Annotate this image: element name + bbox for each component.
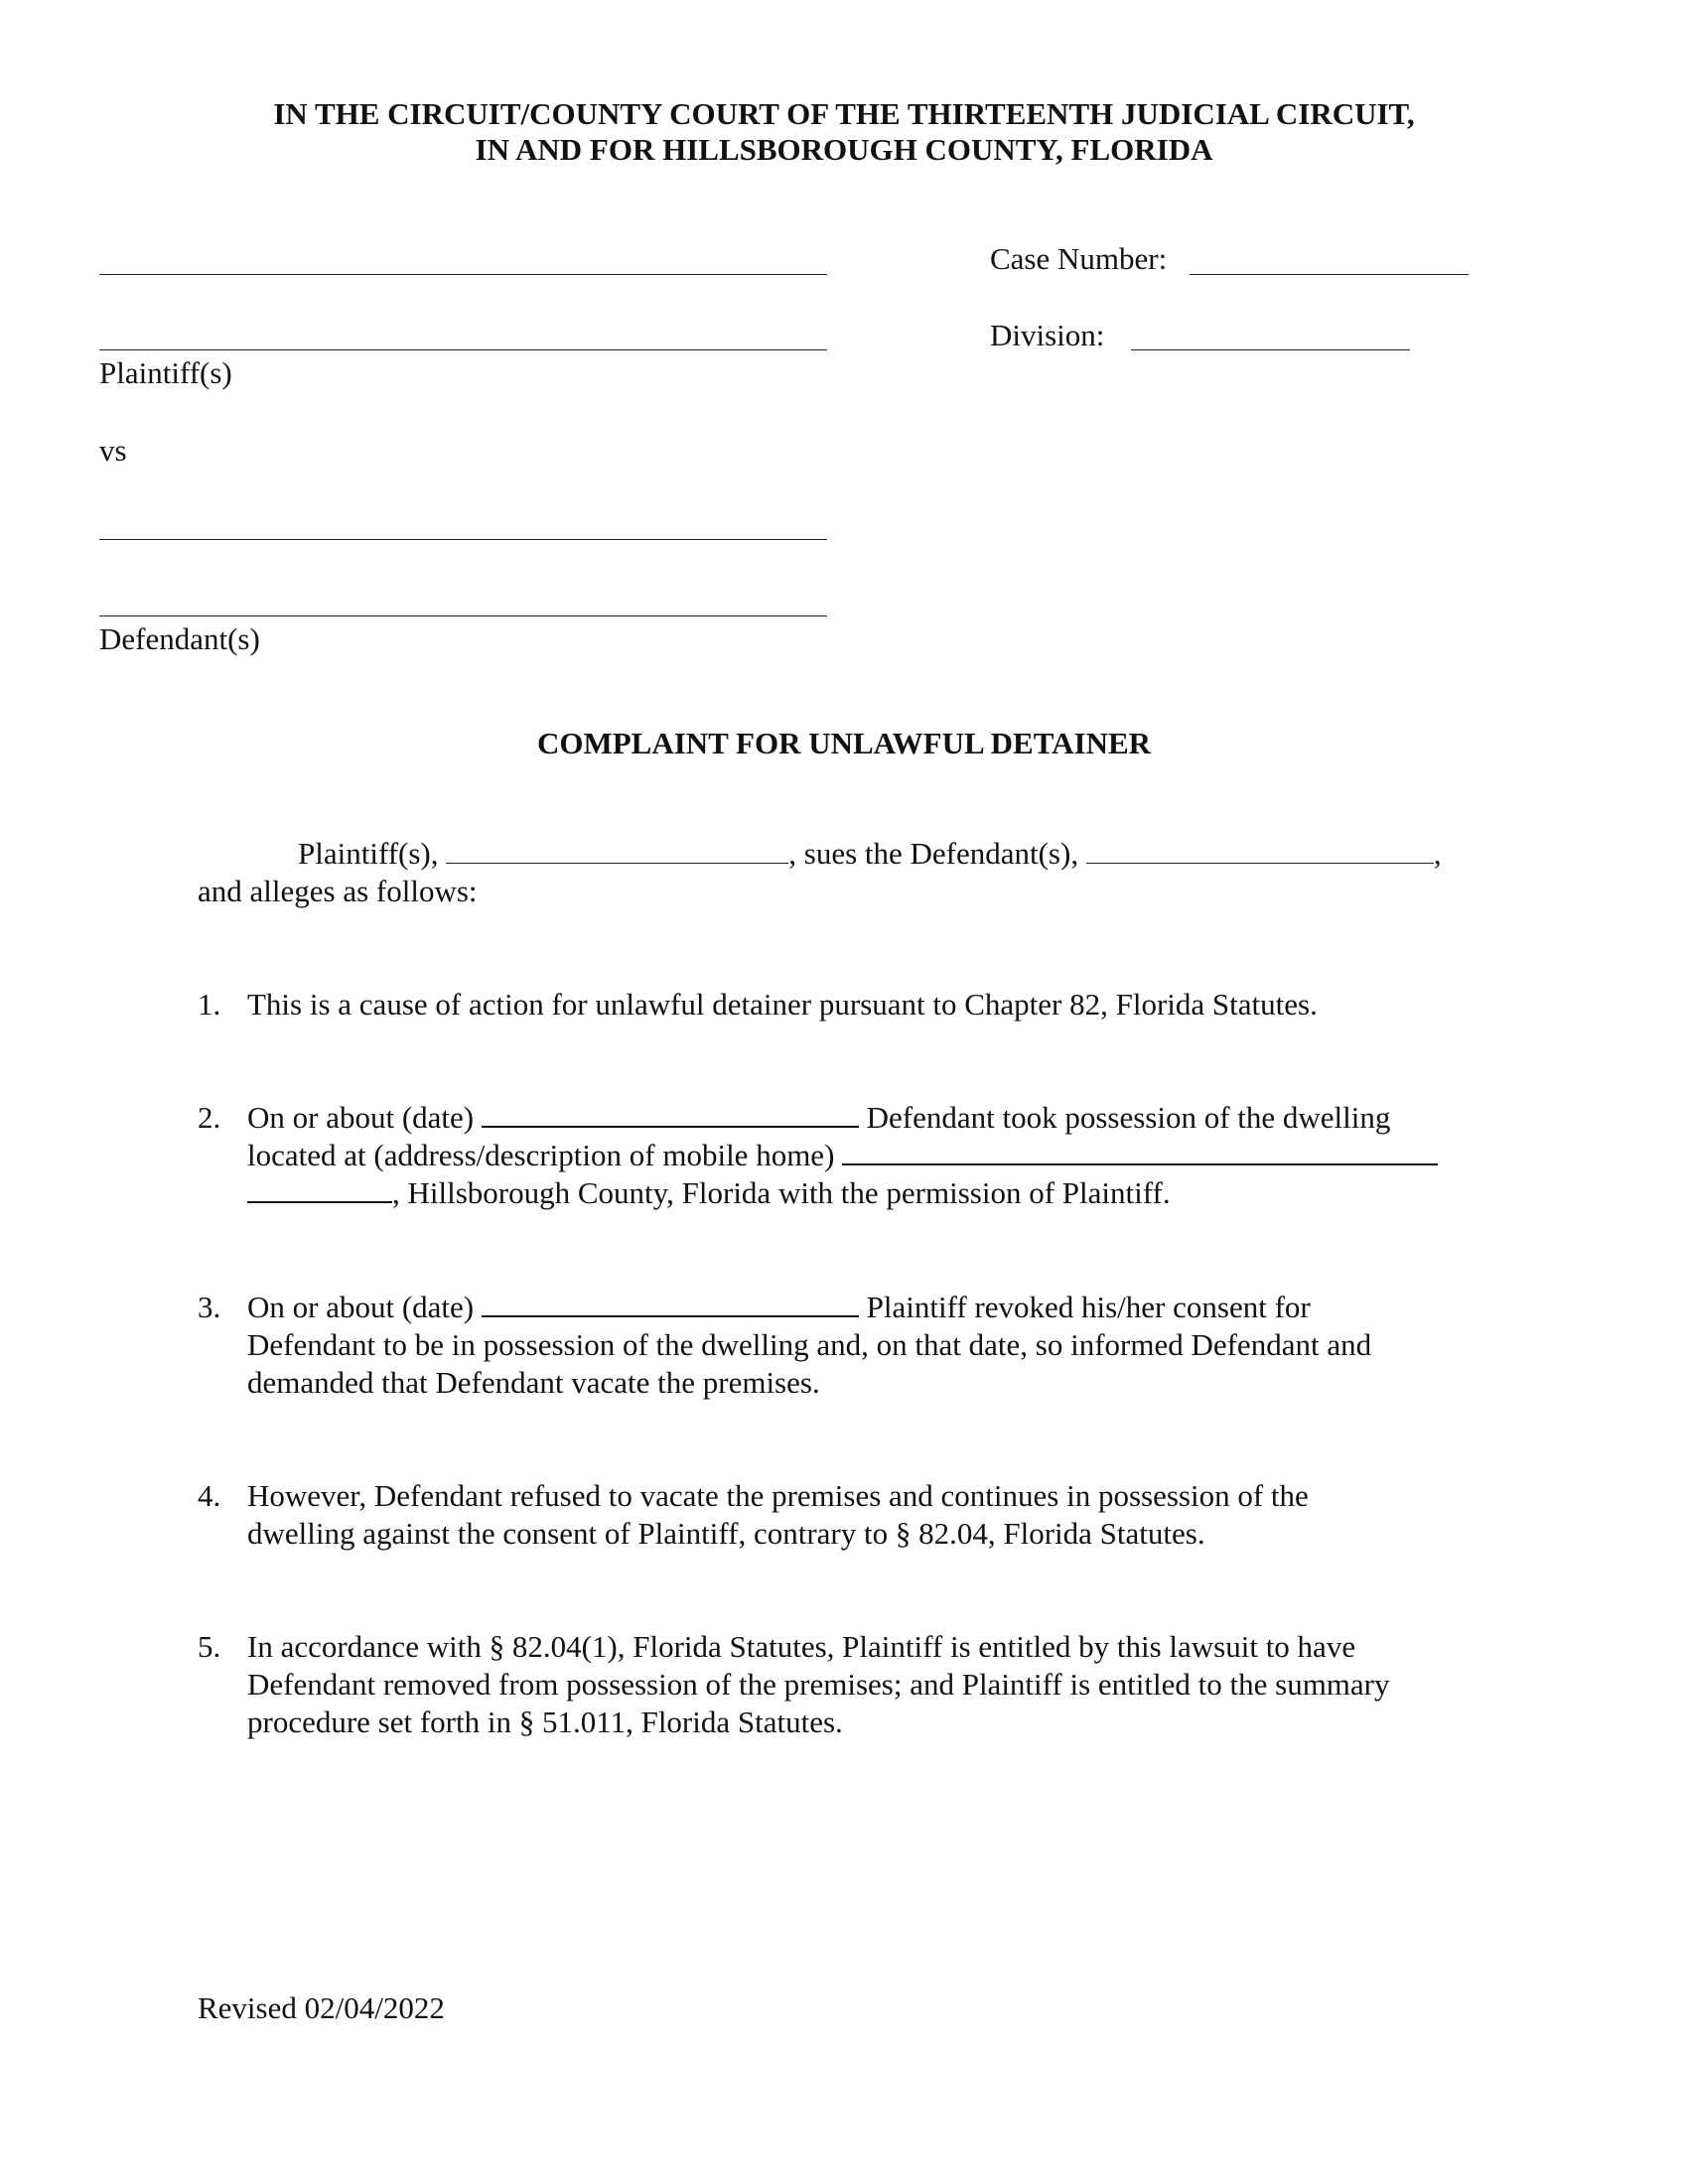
paragraph-5-line-2: Defendant removed from possession of the premises; and Plaintiff is entitled to the summary xyxy=(247,1667,1390,1702)
case-number-field[interactable] xyxy=(1190,274,1469,275)
paragraph-3-line-2: Defendant to be in possession of the dwelling and, on that date, so informed Defendant and xyxy=(247,1327,1372,1362)
division-label: Division: xyxy=(990,318,1105,352)
intro-plaintiff-name-field[interactable] xyxy=(446,839,788,864)
intro-defendant-name-field[interactable] xyxy=(1086,839,1434,864)
court-header-line-2: IN AND FOR HILLSBOROUGH COUNTY, FLORIDA xyxy=(475,132,1213,167)
revocation-date-field[interactable] xyxy=(482,1292,859,1317)
defendant-name-line-1[interactable] xyxy=(99,539,827,540)
paragraph-2-address-label: located at (address/description of mobile home) xyxy=(247,1138,835,1172)
paragraph-1-text: This is a cause of action for unlawful detainer pursuant to Chapter 82, Florida Statutes. xyxy=(247,987,1318,1022)
court-header-line-1: IN THE CIRCUIT/COUNTY COURT OF THE THIRTEENTH JUDICIAL CIRCUIT, xyxy=(273,96,1415,131)
plaintiff-name-line-1[interactable] xyxy=(99,274,827,275)
intro-comma: , xyxy=(1433,836,1442,871)
address-field-continued[interactable] xyxy=(247,1177,392,1203)
possession-date-field[interactable] xyxy=(482,1102,859,1128)
case-number-label: Case Number: xyxy=(990,241,1168,276)
paragraph-5-number: 5. xyxy=(198,1629,221,1664)
plaintiff-label: Plaintiff(s) xyxy=(99,355,232,390)
paragraph-3-line-1 xyxy=(247,1289,1311,1327)
paragraph-3-number: 3. xyxy=(198,1290,221,1324)
paragraph-2-date-label: On or about (date) xyxy=(247,1100,475,1135)
paragraph-2-line-1 xyxy=(247,1099,1390,1138)
plaintiff-name-line-2[interactable] xyxy=(99,349,827,350)
intro-line-1 xyxy=(298,835,1442,874)
paragraph-4-line-2: dwelling against the consent of Plaintiff, contrary to § 82.04, Florida Statutes. xyxy=(247,1516,1205,1551)
division-field[interactable] xyxy=(1131,349,1410,350)
paragraph-2-possession-text: Defendant took possession of the dwelling xyxy=(866,1100,1391,1135)
defendant-label: Defendant(s) xyxy=(99,621,260,656)
paragraph-3-line-3: demanded that Defendant vacate the premises. xyxy=(247,1365,820,1400)
address-field[interactable] xyxy=(842,1140,1438,1165)
intro-sues-label: , sues the Defendant(s), xyxy=(788,836,1079,871)
paragraph-2-line-2 xyxy=(247,1137,1438,1175)
revised-date-footer: Revised 02/04/2022 xyxy=(198,1990,445,2025)
paragraph-2-number: 2. xyxy=(198,1100,221,1135)
defendant-name-line-2[interactable] xyxy=(99,615,827,616)
paragraph-5-line-3: procedure set forth in § 51.011, Florida Statutes. xyxy=(247,1705,843,1739)
paragraph-4-number: 4. xyxy=(198,1478,221,1513)
intro-plaintiff-label: Plaintiff(s), xyxy=(298,836,439,871)
paragraph-3-date-label: On or about (date) xyxy=(247,1290,475,1324)
paragraph-2-line-3 xyxy=(247,1174,1171,1213)
paragraph-4-line-1: However, Defendant refused to vacate the premises and continues in possession of the xyxy=(247,1478,1309,1513)
paragraph-2-county-text: , Hillsborough County, Florida with the permission of Plaintiff. xyxy=(392,1175,1171,1210)
vs-label: vs xyxy=(99,433,127,468)
document-title: COMPLAINT FOR UNLAWFUL DETAINER xyxy=(536,726,1152,760)
paragraph-1-number: 1. xyxy=(198,987,221,1022)
intro-line-2: and alleges as follows: xyxy=(198,874,478,908)
paragraph-5-line-1: In accordance with § 82.04(1), Florida Statutes, Plaintiff is entitled by this lawsuit to have xyxy=(247,1629,1356,1664)
paragraph-3-revoked-text: Plaintiff revoked his/her consent for xyxy=(866,1290,1311,1324)
